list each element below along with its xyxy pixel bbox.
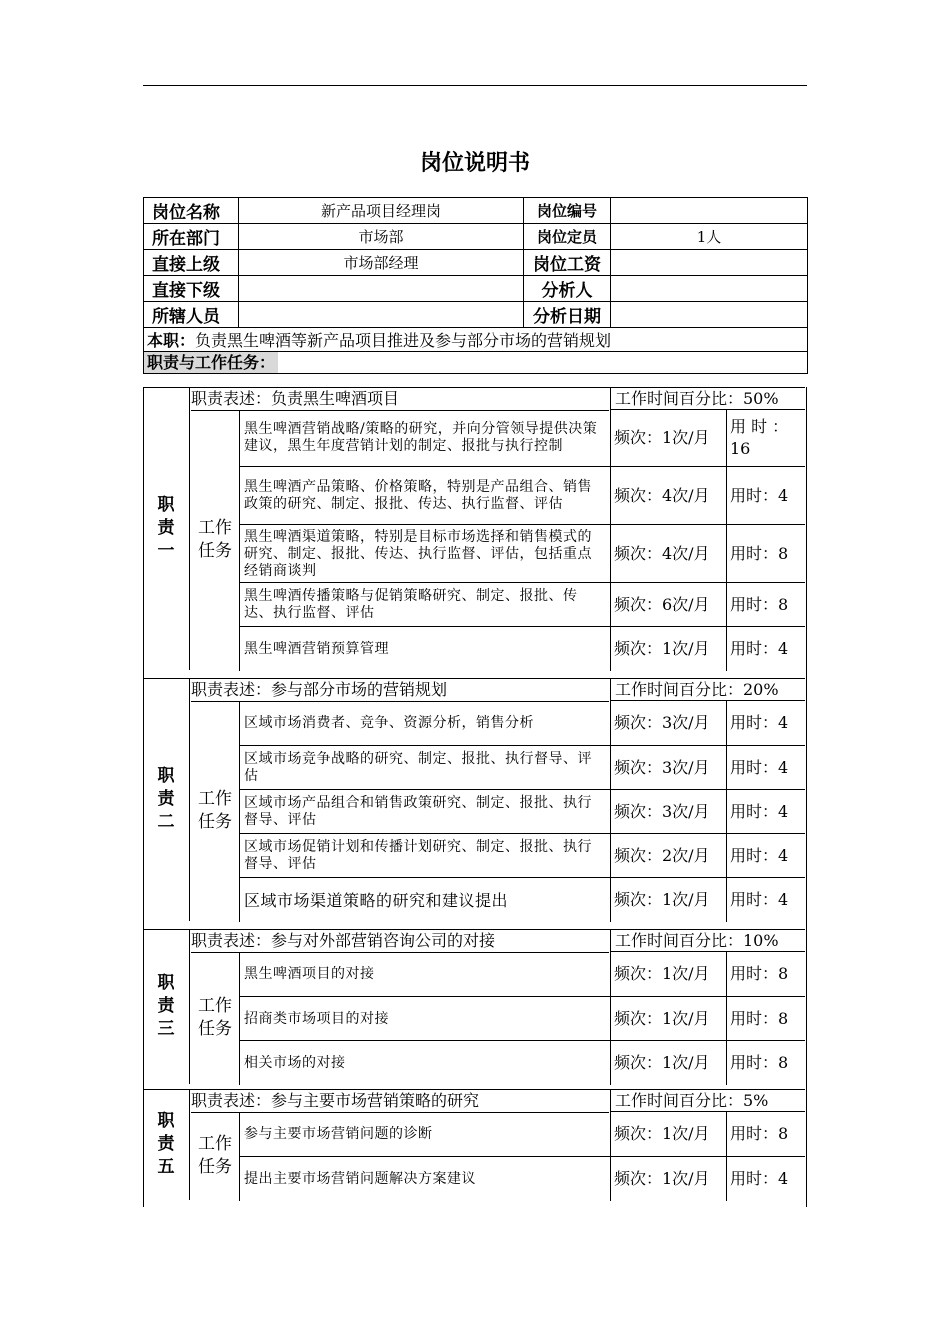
label-column-rule (189, 929, 190, 1084)
task-row (239, 789, 805, 834)
task-frequency: 频次：1次/月 (610, 1112, 726, 1156)
responsibility-description: 职责表述：负责黑生啤酒项目 (191, 387, 609, 411)
responsibility-block (143, 678, 805, 921)
tasks-heading-row (144, 352, 808, 374)
task-label: 工作任务 (198, 1134, 232, 1177)
label-column-rule (189, 678, 190, 921)
superior-label: 直接上级 (144, 250, 239, 276)
task-frequency: 频次：1次/月 (610, 997, 726, 1041)
analyst-value (611, 276, 808, 302)
task-duration: 用时：8 (726, 952, 805, 996)
task-duration: 用时：4 (726, 790, 805, 834)
task-row (239, 1156, 805, 1201)
task-duration: 用时：8 (726, 583, 805, 627)
task-row (239, 877, 805, 922)
responsibility-label: 职责二 (157, 766, 175, 832)
analyst-label: 分析人 (524, 276, 611, 302)
task-text: 黑生啤酒传播策略与促销策略研究、制定、报批、传达、执行监督、评估 (239, 583, 605, 627)
label-column-rule (189, 387, 190, 670)
task-text: 黑生啤酒营销预算管理 (239, 627, 605, 671)
task-frequency: 频次：4次/月 (610, 467, 726, 525)
label-column-rule (189, 1089, 190, 1200)
quota-value: 1人 (611, 224, 808, 250)
responsibility-block (143, 1089, 805, 1200)
responsibility-description: 职责表述：参与对外部营销咨询公司的对接 (191, 929, 609, 953)
task-duration: 用时：8 (726, 1041, 805, 1085)
task-duration: 用时：4 (726, 746, 805, 790)
time-percentage: 工作时间百分比：5% (610, 1089, 805, 1112)
task-row (239, 466, 805, 525)
responsibility-description: 职责表述：参与部分市场的营销规划 (191, 678, 609, 702)
responsibility-block (143, 929, 805, 1084)
task-text: 提出主要市场营销问题解决方案建议 (239, 1157, 605, 1201)
position-info-table (143, 197, 808, 374)
page-title: 岗位说明书 (419, 151, 530, 176)
task-text: 黑生啤酒营销战略/策略的研究，并向分管领导提供决策建议，黑生年度营销计划的制定、报批与执行控制 (239, 410, 605, 466)
task-row (239, 524, 805, 583)
task-row (239, 1040, 805, 1085)
task-duration: 用时：4 (726, 834, 805, 878)
time-percentage: 工作时间百分比：50% (610, 387, 805, 410)
task-frequency: 频次：3次/月 (610, 746, 726, 790)
task-duration: 用时：8 (726, 997, 805, 1041)
task-frequency: 频次：1次/月 (610, 952, 726, 996)
name-value: 新产品项目经理岗 (239, 198, 524, 224)
code-label: 岗位编号 (524, 198, 611, 224)
task-row (239, 1112, 805, 1156)
duty-row (144, 328, 808, 352)
task-text: 黑生啤酒渠道策略，特别是目标市场选择和销售模式的研究、制定、报批、传达、执行监督、评估，包括重点经销商谈判 (239, 525, 605, 583)
responsibility-label: 职责三 (157, 973, 175, 1039)
staff-value (239, 302, 524, 328)
task-label: 工作任务 (198, 789, 232, 832)
salary-label: 岗位工资 (524, 250, 611, 276)
header-rule (143, 85, 807, 86)
task-row (239, 582, 805, 627)
dept-label: 所在部门 (144, 224, 239, 250)
task-frequency: 频次：1次/月 (610, 1157, 726, 1201)
task-row (239, 952, 805, 996)
task-row (239, 626, 805, 671)
task-duration: 用时：8 (726, 525, 805, 583)
task-row (239, 410, 805, 466)
task-text: 黑生啤酒产品策略、价格策略，特别是产品组合、销售政策的研究、制定、报批、传达、执行监督、评估 (239, 467, 605, 525)
duty-label: 本职： (147, 331, 196, 350)
task-duration: 用时：8 (726, 1112, 805, 1156)
task-text: 区域市场渠道策略的研究和建议提出 (239, 878, 605, 922)
task-duration: 用 时 ：16 (726, 410, 805, 466)
task-row (239, 833, 805, 878)
task-frequency: 频次：1次/月 (610, 878, 726, 922)
quota-label: 岗位定员 (524, 224, 611, 250)
task-text: 参与主要市场营销问题的诊断 (239, 1112, 605, 1156)
task-text: 黑生啤酒项目的对接 (239, 952, 605, 996)
task-duration: 用时：4 (726, 627, 805, 671)
subordinate-label: 直接下级 (144, 276, 239, 302)
task-frequency: 频次：1次/月 (610, 410, 726, 466)
dept-value: 市场部 (239, 224, 524, 250)
duty-text: 负责黑生啤酒等新产品项目推进及参与部分市场的营销规划 (195, 331, 612, 350)
task-frequency: 频次：3次/月 (610, 790, 726, 834)
code-value (611, 198, 808, 224)
task-duration: 用时：4 (726, 878, 805, 922)
tasks-heading: 职责与工作任务： (144, 352, 278, 373)
task-frequency: 频次：1次/月 (610, 1041, 726, 1085)
responsibility-block (143, 387, 805, 670)
task-text: 相关市场的对接 (239, 1041, 605, 1085)
time-percentage: 工作时间百分比：10% (610, 929, 805, 952)
task-frequency: 频次：2次/月 (610, 834, 726, 878)
name-label: 岗位名称 (144, 198, 239, 224)
task-row (239, 745, 805, 790)
superior-value: 市场部经理 (239, 250, 524, 276)
date-value (611, 302, 808, 328)
task-text: 区域市场消费者、竞争、资源分析，销售分析 (239, 701, 605, 745)
task-frequency: 频次：4次/月 (610, 525, 726, 583)
task-text: 区域市场竞争战略的研究、制定、报批、执行督导、评估 (239, 746, 605, 790)
task-duration: 用时：4 (726, 467, 805, 525)
task-row (239, 701, 805, 745)
task-text: 区域市场促销计划和传播计划研究、制定、报批、执行督导、评估 (239, 834, 605, 878)
time-percentage: 工作时间百分比：20% (610, 678, 805, 701)
task-frequency: 频次：6次/月 (610, 583, 726, 627)
responsibility-label: 职责一 (157, 495, 175, 561)
task-text: 区域市场产品组合和销售政策研究、制定、报批、执行督导、评估 (239, 790, 605, 834)
task-duration: 用时：4 (726, 1157, 805, 1201)
subordinate-value (239, 276, 524, 302)
staff-label: 所辖人员 (144, 302, 239, 328)
responsibility-label: 职责五 (157, 1111, 175, 1177)
task-frequency: 频次：3次/月 (610, 701, 726, 745)
task-frequency: 频次：1次/月 (610, 627, 726, 671)
salary-value (611, 250, 808, 276)
task-text: 招商类市场项目的对接 (239, 997, 605, 1041)
task-label: 工作任务 (198, 996, 232, 1039)
date-label: 分析日期 (524, 302, 611, 328)
task-duration: 用时：4 (726, 701, 805, 745)
task-label: 工作任务 (198, 518, 232, 561)
responsibility-description: 职责表述：参与主要市场营销策略的研究 (191, 1089, 609, 1113)
task-row (239, 996, 805, 1041)
